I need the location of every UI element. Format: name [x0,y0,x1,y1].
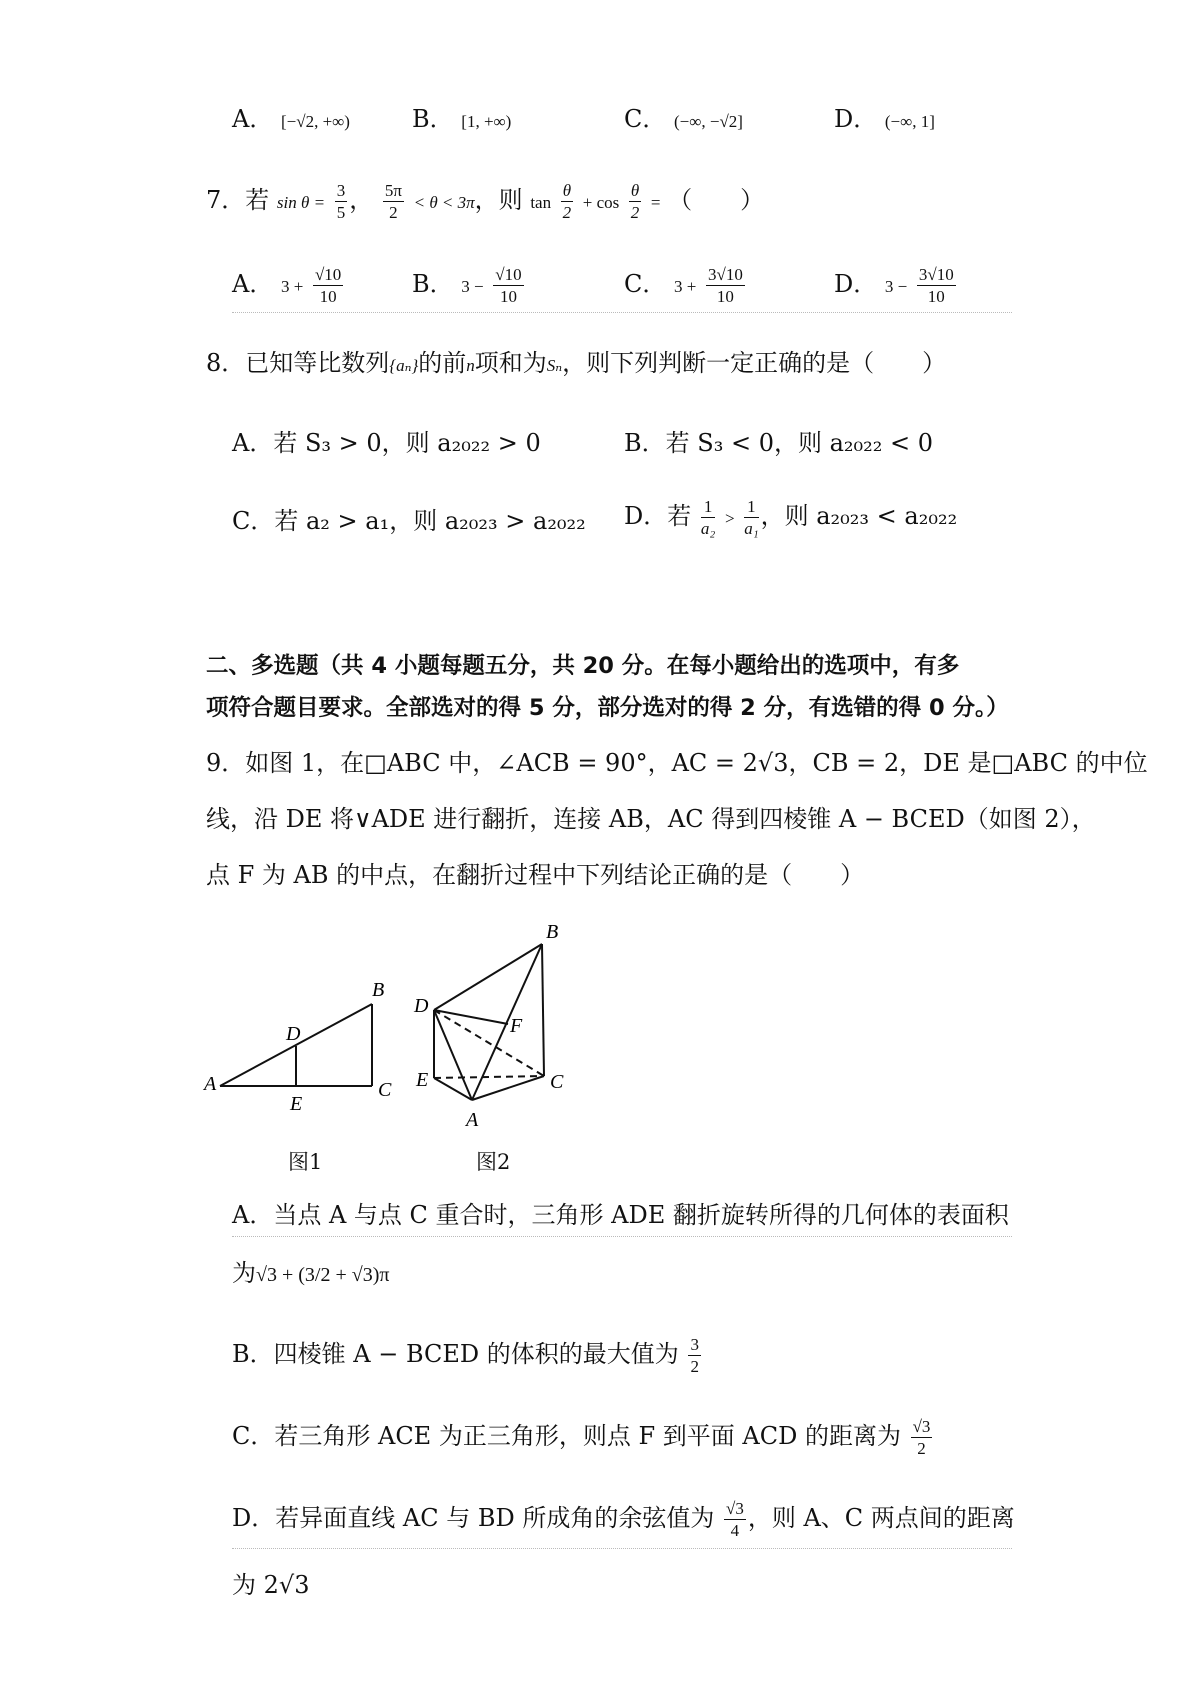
q9-stem-line3: 点 F 为 AB 的中点，在翻折过程中下列结论正确的是（ ） [206,861,865,889]
option-label: C． [624,270,667,298]
label-e: E [416,1069,429,1091]
option-label: A． [232,270,274,298]
fraction: $\frac{3}{5}$ [336,181,346,222]
dotted-divider [232,1236,1012,1237]
option-expr: 3 + [280,277,304,296]
q7-option-a [232,266,345,305]
punct: ， [349,186,374,214]
segment-ec-hidden [434,1076,544,1078]
label-c: C [378,1079,392,1101]
option-value: [−√2, +∞) [280,112,350,131]
stem-text: ，则 a₂₀₂₃ < a₂₀₂₂ [760,502,958,530]
fraction: $\frac{\theta}{2}$ [562,181,572,222]
stem-text: 若 [245,186,270,214]
option-value: [1, +∞) [461,112,512,131]
stem-text: C．若三角形 ACE 为正三角形，则点 F 到平面 ACD 的距离为 [232,1422,901,1450]
question-number: 7． [206,186,246,214]
option-expr: 3 − [884,277,908,296]
q9-option-a-line1: A．当点 A 与点 C 重合时，三角形 ADE 翻折旋转所得的几何体的表面积 [232,1201,1009,1229]
label-d: D [414,995,429,1017]
math-cos: + cos [582,193,620,212]
fraction: $\frac{√10}{10}$ [495,265,522,306]
stem-text: D．若异面直线 AC 与 BD 所成角的余弦值为 [232,1504,715,1532]
q8-option-b: B．若 S₃ < 0，则 a₂₀₂₂ < 0 [624,429,934,457]
label-b: B [546,921,559,943]
option-expr: 3 + [674,277,697,296]
option-expr: 3 − [461,277,484,296]
q9-option-a-line2 [232,1258,390,1290]
fraction: $\frac{1}{\text{a₂}}$ [700,497,716,538]
segment-db [434,944,542,1010]
dotted-divider [232,312,1012,313]
figure-2-caption: 图2 [476,1150,511,1174]
segment-da [434,1010,472,1100]
q6-option-b [412,104,511,137]
stem-text: 项和为 [474,349,547,377]
fraction: $\frac{3√10}{10}$ [918,265,954,306]
label-a: A [204,1073,217,1095]
figure-1 [190,950,410,1140]
q8-option-c: C．若 a₂ > a₁，则 a₂₀₂₃ > a₂₀₂₂ [232,507,586,535]
fraction: $\frac{1}{\text{a₁}}$ [744,497,759,538]
label-b: B [372,979,385,1001]
stem-text: 的前 [418,349,467,377]
dotted-divider [232,1548,1012,1549]
q9-stem-line1: 9．如图 1，在□ABC 中，∠ACB = 90°，AC = 2√3，CB = 2，DE 是□ABC 的中位 [206,749,1148,777]
section-heading-line2: 项符合题目要求。全部选对的得 5 分，部分选对的得 2 分，有选错的得 0 分。） [206,695,1009,721]
q6-option-a [232,104,350,137]
math-n: n [466,356,475,375]
fraction: $\frac{√3}{4}$ [725,1499,744,1540]
segment-ac [472,1076,544,1100]
fraction: $\frac{3}{2}$ [690,1335,699,1376]
fraction: $\frac{\theta}{2}$ [630,181,640,222]
figure-2 [410,920,590,1140]
q6-option-c [624,104,743,137]
q7-option-c [624,266,747,305]
math-tan: tan [530,193,552,212]
q7-option-b [412,266,526,305]
q9-option-d-line2: 为 2√3 [232,1571,310,1599]
q7-option-d [834,266,958,305]
stem-text: D．若 [624,502,692,530]
math-gt: > [724,509,735,528]
stem-text: B．四棱锥 A − BCED 的体积的最大值为 [232,1340,679,1368]
label-e: E [290,1093,303,1115]
fraction: $\frac{√3}{2}$ [912,1417,931,1458]
fraction: $\frac{√10}{10}$ [314,265,342,306]
stem-text: ，则下列判断一定正确的是（ ） [562,349,947,377]
option-label: B． [412,270,454,298]
fraction: $\frac{5\pi}{2}$ [384,181,402,222]
option-value: (−∞, −√2] [674,112,743,131]
figure-1-caption: 图1 [288,1150,323,1174]
option-value: (−∞, 1] [884,112,935,131]
label-c: C [550,1071,564,1093]
label-f: F [510,1015,523,1037]
label-a: A [466,1109,479,1131]
q8-stem [206,348,946,381]
math-sn: Sₙ [546,356,563,375]
label-d: D [286,1023,301,1045]
q9-option-b [232,1336,703,1375]
math-sequence: {aₙ} [389,356,419,375]
answer-paren: （ ） [668,186,765,214]
math-expr: √3 + (3/2 + √3)π [256,1264,390,1286]
q9-option-c [232,1418,934,1457]
fraction: $\frac{3√10}{10}$ [708,265,743,306]
q9-option-d-line1 [232,1500,1015,1539]
stem-text: ，则 [474,186,523,214]
q8-option-a: A．若 S₃ > 0，则 a₂₀₂₂ > 0 [232,429,541,457]
stem-text: 8．已知等比数列 [206,349,390,377]
option-label: B． [412,105,454,133]
q6-option-d [834,104,935,137]
option-label: C． [624,105,667,133]
math-eq: = [650,193,661,212]
q9-stem-line2: 线，沿 DE 将∨ADE 进行翻折，连接 AB，AC 得到四棱锥 A − BCED（如图 2）， [206,805,1096,833]
math-sin: sin θ = [276,193,326,212]
q7-stem [206,182,764,221]
option-label: D． [834,270,878,298]
segment-bc [542,944,544,1076]
stem-text: ，则 A、C 两点间的距离 [747,1504,1015,1532]
math-range: < θ < 3π [413,193,475,212]
stem-text: 为 [232,1259,256,1287]
option-label: D． [834,105,878,133]
option-label: A． [232,105,274,133]
q8-option-d [624,498,957,537]
section-heading-line1: 二、多选题（共 4 小题每题五分，共 20 分。在每小题给出的选项中，有多 [206,653,960,679]
